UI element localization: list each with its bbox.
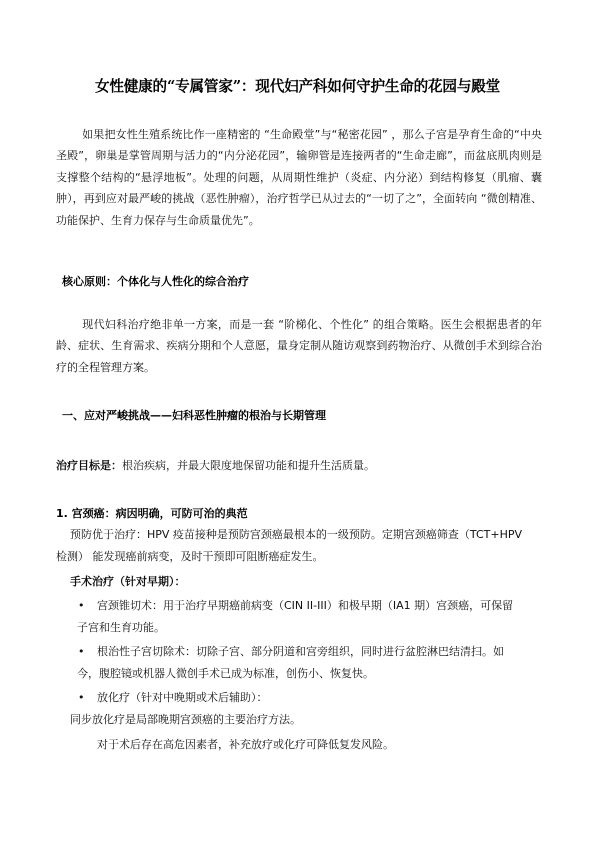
chemo-line-1: 同步放化疗是局部晚期宫颈癌的主要治疗方法。 [70, 713, 301, 726]
bullet-1-line-b: 子宫和生育功能。 [77, 621, 165, 634]
goal-line [56, 457, 375, 475]
intro-text: 如果把女性生殖系统比作一座精密的 “生命殿堂”与“秘密花园” ，那么子宫是孕育生命的“中央圣殿”，卵巢是掌管周期与活力的“内分泌花园”，输卵管是连接两者的“生命走廊”，而盆底肌肉则是支撑整个结构的“悬浮地板”。处理的问题，从周期性维护（炎症、内分泌）到结构修复（肌瘤、囊肿），再到应对最严峻的挑战（恶性肿瘤），治疗哲学已从过去的“一切了之”，全面转向 “微创精准、功能保护、生育力保存与生命质量优先”。 [56, 128, 542, 227]
section-heading-core: 核心原则：个体化与人性化的综合治疗 [62, 275, 249, 288]
goal-text: 根治疾病，并最大限度地保留功能和提升生活质量。 [122, 459, 375, 472]
bullet-dot: • [78, 645, 85, 658]
prevention-line-1: 预防优于治疗：HPV 疫苗接种是预防宫颈癌最根本的一级预防。定期宫颈癌筛查（TCT+HPV [70, 528, 523, 541]
chemo-line-2: 对于术后存在高危因素者，补充放疗或化疗可降低复发风险。 [97, 738, 394, 751]
prevention-line-2: 检测） 能发现癌前病变，及时干预即可阻断癌症发生。 [56, 550, 324, 563]
core-text: 现代妇科治疗绝非单一方案，而是一套 “阶梯化、个性化” 的组合策略。医生会根据患者的年龄、症状、生育需求、疾病分期和个人意愿，量身定制从随访观察到药物治疗、从微创手术到综合治疗的全程管理方案。 [56, 318, 542, 374]
goal-label: 治疗目标是： [56, 459, 122, 472]
bullet-3-line: 放化疗（针对中晚期或术后辅助）： [97, 691, 268, 704]
document-title: 女性健康的“专属管家”：现代妇产科如何守护生命的花园与殿堂 [94, 78, 501, 95]
bullet-2-line-b: 今，腹腔镜或机器人微创手术已成为标准，创伤小、恢复快。 [77, 667, 374, 680]
bullet-2-line-a: 根治性子宫切除术：切除子宫、部分阴道和宫旁组织，同时进行盆腔淋巴结清扫。如 [97, 645, 504, 658]
core-paragraph [56, 314, 542, 378]
bullet-dot: • [78, 691, 85, 704]
surgery-heading: 手术治疗（针对早期）： [70, 575, 186, 588]
cervical-heading: 1. 宫颈癌：病因明确，可防可治的典范 [56, 507, 248, 520]
section-heading-one: 一、应对严峻挑战——妇科恶性肿瘤的根治与长期管理 [62, 409, 326, 422]
bullet-1-line-a: 宫颈锥切术：用于治疗早期癌前病变（CIN II-III）和极早期（IA1 期）宫颈癌，可保留 [97, 599, 514, 612]
intro-paragraph [56, 124, 542, 231]
bullet-dot: • [78, 599, 85, 612]
